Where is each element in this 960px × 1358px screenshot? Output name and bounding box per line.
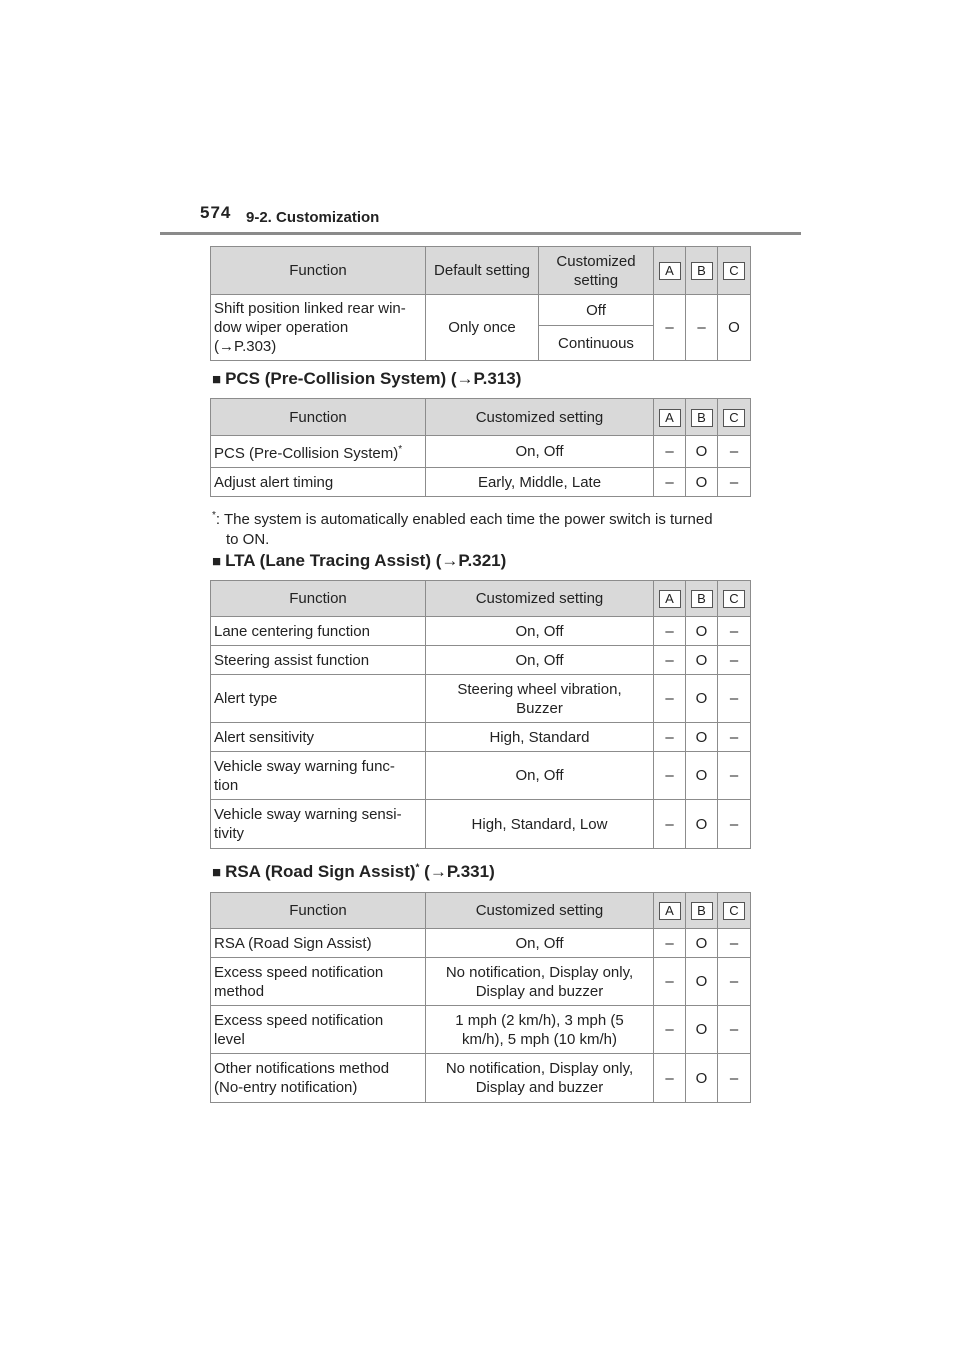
- setting-cell: 1 mph (2 km/h), 3 mph (5 km/h), 5 mph (10 km/h): [426, 1006, 654, 1054]
- table-header-row: [211, 581, 751, 617]
- function-cell: RSA (Road Sign Assist): [211, 929, 426, 958]
- b-cell: O: [686, 800, 718, 849]
- square-bullet-icon: ■: [212, 371, 222, 388]
- col-default-setting: Default setting: [426, 247, 539, 295]
- header-rule: [160, 232, 801, 235]
- setting-cell: On, Off: [426, 929, 654, 958]
- c-cell: –: [718, 1006, 751, 1054]
- col-a-box: A: [659, 262, 681, 280]
- col-function: Function: [211, 399, 426, 436]
- footnote-mark: *: [415, 862, 420, 874]
- table-header-row: [211, 893, 751, 929]
- a-cell: –: [654, 958, 686, 1006]
- a-cell: –: [654, 617, 686, 646]
- c-cell: –: [718, 436, 751, 468]
- table-row: [211, 436, 751, 468]
- function-cell: Alert type: [211, 675, 426, 723]
- col-b-box: B: [691, 902, 713, 920]
- c-cell: –: [718, 1054, 751, 1103]
- table-row: [211, 1006, 751, 1054]
- function-cell: Vehicle sway warning sensi- tivity: [211, 800, 426, 849]
- arrow-right-icon: →: [441, 551, 459, 570]
- col-function: Function: [211, 247, 426, 295]
- col-c-box: C: [723, 409, 745, 427]
- b-cell: O: [686, 1054, 718, 1103]
- setting-cell: Steering wheel vibration, Buzzer: [426, 675, 654, 723]
- a-cell: –: [654, 675, 686, 723]
- footnote-mark: *: [212, 510, 216, 521]
- arrow-right-icon: →: [429, 862, 447, 881]
- wiper-table: [210, 246, 751, 361]
- option-cell: Continuous: [539, 326, 654, 361]
- a-cell: –: [654, 1006, 686, 1054]
- table-row: [211, 468, 751, 497]
- b-cell: O: [686, 929, 718, 958]
- table-header-row: [211, 399, 751, 436]
- a-cell: –: [654, 468, 686, 497]
- setting-cell: Early, Middle, Late: [426, 468, 654, 497]
- rsa-table: [210, 892, 751, 1103]
- c-cell: –: [718, 675, 751, 723]
- col-c-box: C: [723, 590, 745, 608]
- a-cell: –: [654, 723, 686, 752]
- c-cell: –: [718, 646, 751, 675]
- b-cell: O: [686, 958, 718, 1006]
- square-bullet-icon: ■: [212, 553, 222, 570]
- default-cell: Only once: [426, 295, 539, 361]
- table-row: [211, 958, 751, 1006]
- col-customized-setting: Customized setting: [426, 399, 654, 436]
- function-cell: Vehicle sway warning func- tion: [211, 752, 426, 800]
- c-cell: –: [718, 723, 751, 752]
- b-cell: –: [686, 295, 718, 361]
- col-b-box: B: [691, 590, 713, 608]
- table-row: [211, 675, 751, 723]
- function-cell: Lane centering function: [211, 617, 426, 646]
- col-a-box: A: [659, 409, 681, 427]
- page-number: 574: [200, 203, 232, 222]
- square-bullet-icon: ■: [212, 864, 222, 881]
- function-cell: Shift position linked rear win- dow wiper operation (→P.303): [211, 295, 426, 361]
- c-cell: O: [718, 295, 751, 361]
- b-cell: O: [686, 752, 718, 800]
- page-header: [0, 0, 960, 240]
- table-row: [211, 723, 751, 752]
- col-function: Function: [211, 581, 426, 617]
- setting-cell: High, Standard, Low: [426, 800, 654, 849]
- col-customized-setting: Customized setting: [539, 247, 654, 295]
- col-a-box: A: [659, 902, 681, 920]
- footnote-mark: *: [398, 444, 403, 455]
- function-cell: Alert sensitivity: [211, 723, 426, 752]
- table-row: [211, 752, 751, 800]
- a-cell: –: [654, 436, 686, 468]
- b-cell: O: [686, 617, 718, 646]
- pcs-footnote: *: The system is automatically enabled each time the power switch is turned to ON.: [212, 510, 713, 548]
- setting-cell: On, Off: [426, 752, 654, 800]
- setting-cell: No notification, Display only, Display and buzzer: [426, 1054, 654, 1103]
- arrow-right-icon: →: [219, 338, 234, 355]
- b-cell: O: [686, 468, 718, 497]
- function-cell: Adjust alert timing: [211, 468, 426, 497]
- a-cell: –: [654, 800, 686, 849]
- setting-cell: High, Standard: [426, 723, 654, 752]
- a-cell: –: [654, 295, 686, 361]
- c-cell: –: [718, 958, 751, 1006]
- col-c-box: C: [723, 262, 745, 280]
- col-customized-setting: Customized setting: [426, 581, 654, 617]
- function-cell: Other notifications method (No-entry notification): [211, 1054, 426, 1103]
- lta-heading: ■ LTA (Lane Tracing Assist) (→P.321): [212, 551, 507, 570]
- table-row: [211, 1054, 751, 1103]
- table-row: [211, 646, 751, 675]
- c-cell: –: [718, 800, 751, 849]
- b-cell: O: [686, 436, 718, 468]
- b-cell: O: [686, 646, 718, 675]
- pcs-table: [210, 398, 751, 497]
- setting-cell: On, Off: [426, 646, 654, 675]
- setting-cell: No notification, Display only, Display and buzzer: [426, 958, 654, 1006]
- a-cell: –: [654, 929, 686, 958]
- rsa-heading: ■ RSA (Road Sign Assist)* (→P.331): [212, 862, 495, 881]
- table-row: [211, 617, 751, 646]
- setting-cell: On, Off: [426, 617, 654, 646]
- pcs-heading: ■ PCS (Pre-Collision System) (→P.313): [212, 369, 522, 388]
- b-cell: O: [686, 723, 718, 752]
- lta-table: [210, 580, 751, 849]
- table-row: [211, 800, 751, 849]
- table-row: [211, 929, 751, 958]
- col-function: Function: [211, 893, 426, 929]
- col-customized-setting: Customized setting: [426, 893, 654, 929]
- arrow-right-icon: →: [456, 369, 474, 388]
- page-reference: P.303: [234, 338, 272, 355]
- function-cell: PCS (Pre-Collision System)*: [211, 436, 426, 468]
- col-b-box: B: [691, 262, 713, 280]
- col-a-box: A: [659, 590, 681, 608]
- b-cell: O: [686, 675, 718, 723]
- c-cell: –: [718, 617, 751, 646]
- setting-cell: On, Off: [426, 436, 654, 468]
- col-c-box: C: [723, 902, 745, 920]
- c-cell: –: [718, 468, 751, 497]
- b-cell: O: [686, 1006, 718, 1054]
- section-title: 9-2. Customization: [246, 209, 380, 226]
- a-cell: –: [654, 646, 686, 675]
- function-cell: Steering assist function: [211, 646, 426, 675]
- a-cell: –: [654, 752, 686, 800]
- table-row: [211, 295, 751, 326]
- option-cell: Off: [539, 295, 654, 326]
- function-cell: Excess speed notification method: [211, 958, 426, 1006]
- a-cell: –: [654, 1054, 686, 1103]
- col-b-box: B: [691, 409, 713, 427]
- c-cell: –: [718, 929, 751, 958]
- table-header-row: [211, 247, 751, 295]
- c-cell: –: [718, 752, 751, 800]
- function-cell: Excess speed notification level: [211, 1006, 426, 1054]
